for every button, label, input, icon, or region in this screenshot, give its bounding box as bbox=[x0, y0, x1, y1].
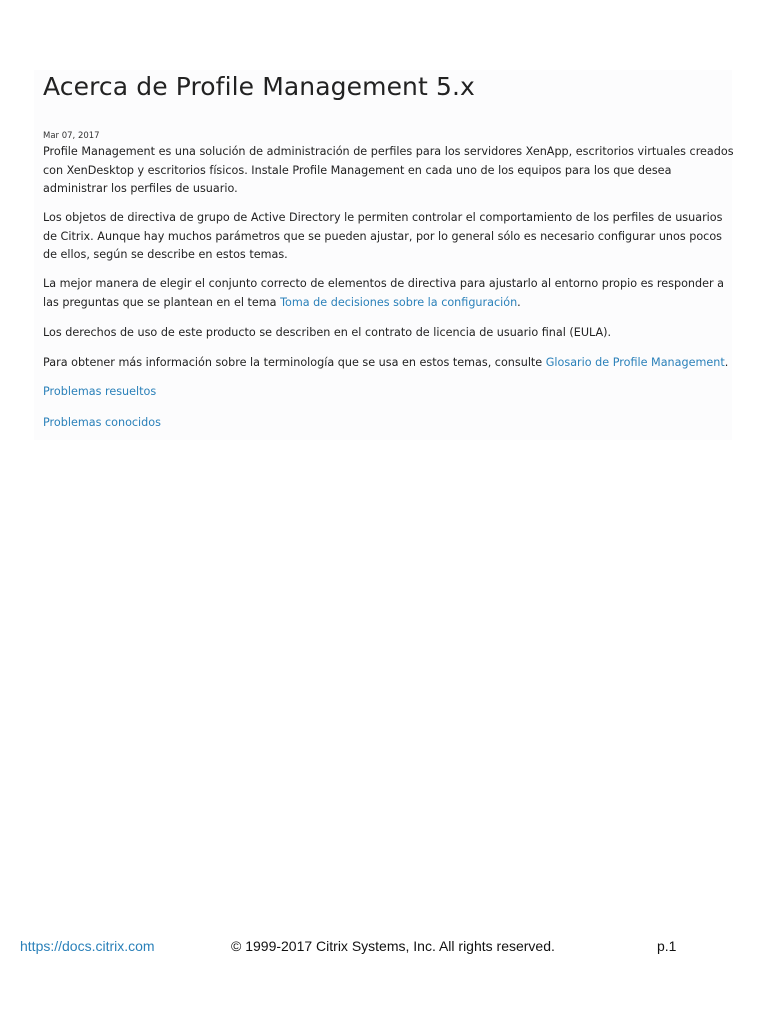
footer-copyright: © 1999-2017 Citrix Systems, Inc. All rights reserved. bbox=[231, 938, 555, 954]
paragraph-policy-selection-lead: La mejor manera de elegir el conjunto correcto de elementos de directiva para ajustarlo al entorno propio es responder a las preguntas que se plantean en el tema bbox=[43, 277, 724, 309]
paragraph-policy-selection-text bbox=[43, 275, 735, 312]
paragraph-intro-text: Profile Management es una solución de administración de perfiles para los servidores XenApp, escritorios virtuales creados con XenDesktop y escritorios físicos. Instale Profile Management en cada uno de los equipos para los que desea administrar los perfiles de usuario. bbox=[43, 145, 734, 195]
known-issues-row bbox=[43, 414, 735, 433]
document-date: Mar 07, 2017 bbox=[43, 131, 100, 141]
paragraph-glossary-end: . bbox=[724, 356, 729, 369]
resolved-issues-row bbox=[43, 383, 735, 402]
paragraph-glossary-text bbox=[43, 354, 735, 373]
paragraph-policy-selection-end: . bbox=[517, 295, 521, 309]
footer-url-link[interactable]: https://docs.citrix.com bbox=[20, 938, 155, 954]
page-number: p.1 bbox=[657, 938, 677, 954]
page-footer bbox=[0, 936, 768, 956]
paragraph-glossary-lead: Para obtener más información sobre la terminología que se usa en estos temas, consulte bbox=[43, 356, 546, 369]
page-title: Acerca de Profile Management 5.x bbox=[43, 72, 475, 101]
paragraph-eula-text: Los derechos de uso de este producto se describen en el contrato de licencia de usuario final (EULA). bbox=[43, 326, 612, 339]
paragraph-intro bbox=[43, 143, 735, 199]
known-issues-link[interactable]: Problemas conocidos bbox=[43, 416, 161, 429]
resolved-issues-link[interactable]: Problemas resueltos bbox=[43, 385, 157, 398]
paragraph-glossary bbox=[43, 354, 735, 373]
paragraph-eula bbox=[43, 324, 735, 343]
paragraph-group-policy-text: Los objetos de directiva de grupo de Active Directory le permiten controlar el comportamiento de los perfiles de usuarios de Citrix. Aunque hay muchos parámetros que se pueden ajustar, por lo general sólo es necesario configurar unos pocos de ellos, según se describe en estos temas. bbox=[43, 211, 723, 261]
configuration-decisions-link[interactable]: Toma de decisiones sobre la configuración bbox=[280, 295, 518, 309]
paragraph-policy-selection bbox=[43, 275, 735, 312]
paragraph-group-policy bbox=[43, 209, 735, 265]
glossary-link[interactable]: Glosario de Profile Management bbox=[545, 356, 725, 369]
